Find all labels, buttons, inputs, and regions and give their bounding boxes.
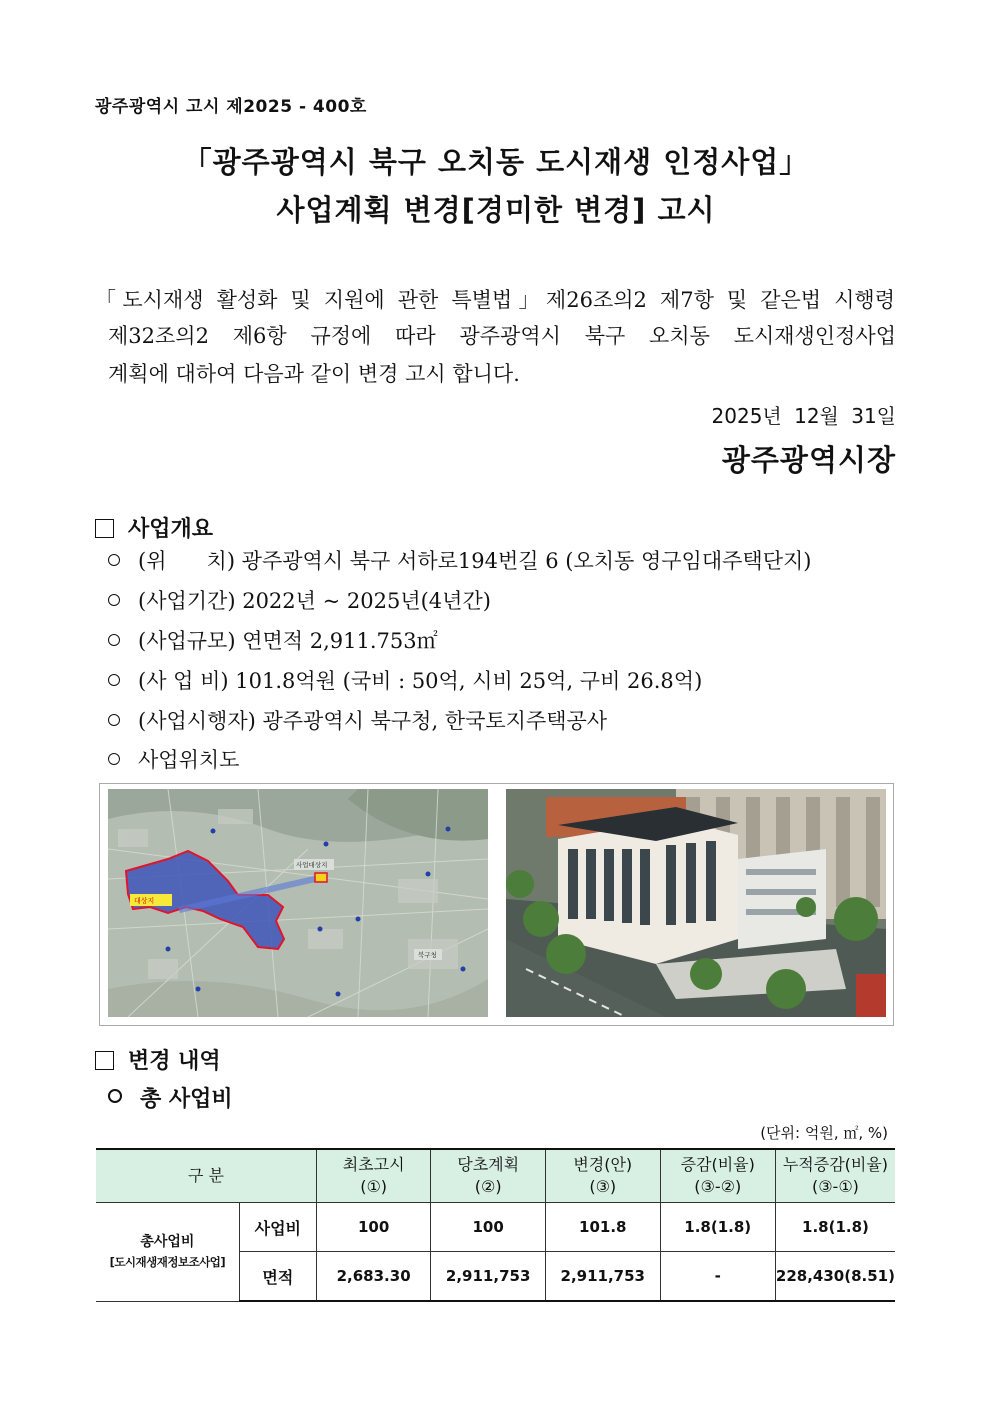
issuer-name: 광주광역시장	[721, 443, 896, 477]
circle-bullet-icon	[108, 753, 120, 765]
cell-value: -	[660, 1252, 775, 1302]
header-initial-notice: 최초고시 (①)	[316, 1149, 430, 1203]
overview-item-text: (사 업 비) 101.8억원 (국비 : 50억, 시비 25억, 구비 26.8억)	[138, 669, 703, 693]
section-heading-changes	[95, 1044, 221, 1075]
circle-bullet-icon	[108, 554, 120, 566]
cell-value: 100	[431, 1203, 546, 1252]
table-row	[96, 1203, 895, 1252]
location-map-image	[108, 789, 488, 1017]
overview-item-location	[108, 545, 811, 575]
budget-change-table	[96, 1148, 895, 1302]
header-category: 구 분	[96, 1149, 316, 1203]
circle-bullet-icon	[108, 674, 120, 686]
document-title-line1: 「광주광역시 북구 오치동 도시재생 인정사업」	[182, 145, 810, 179]
circle-bullet-icon	[108, 1089, 122, 1103]
row-label: 면적	[239, 1252, 316, 1302]
cell-value: 100	[316, 1203, 430, 1252]
cell-value: 2,911,753	[431, 1252, 546, 1302]
cell-value: 2,683.30	[316, 1252, 430, 1302]
body-paragraph-line3: 계획에 대하여 다음과 같이 변경 고시 합니다.	[108, 362, 520, 386]
subsection-total-budget	[108, 1082, 233, 1113]
overview-item-scale	[108, 625, 438, 655]
overview-item-text: (사업규모) 연면적 2,911.753㎡	[138, 629, 438, 653]
circle-bullet-icon	[108, 634, 120, 646]
cell-value: 101.8	[545, 1203, 660, 1252]
body-paragraph-line2: 제32조의2 제6항 규정에 따라 광주광역시 북구 오치동 도시재생인정사업	[108, 324, 896, 348]
row-label: 사업비	[239, 1203, 316, 1252]
circle-bullet-icon	[108, 594, 120, 606]
cell-value: 2,911,753	[545, 1252, 660, 1302]
overview-item-location-map	[108, 744, 239, 774]
cell-value: 1.8(1.8)	[660, 1203, 775, 1252]
header-cumulative-delta: 누적증감(비율) (③-①)	[775, 1149, 895, 1203]
header-change-delta: 증감(비율) (③-②)	[660, 1149, 775, 1203]
notice-date: 2025년 12월 31일	[711, 404, 896, 428]
overview-item-operator	[108, 705, 607, 735]
cell-value: 1.8(1.8)	[775, 1203, 895, 1252]
section-overview-title: 사업개요	[128, 516, 214, 542]
section-changes-title: 변경 내역	[128, 1048, 221, 1074]
overview-item-period	[108, 585, 491, 615]
notice-number: 광주광역시 고시 제2025 - 400호	[95, 97, 367, 117]
overview-item-budget	[108, 665, 702, 695]
map-district-office-label: 북구청	[418, 951, 437, 959]
checkbox-square-icon	[95, 1051, 114, 1070]
header-change-proposal: 변경(안) (③)	[545, 1149, 660, 1203]
overview-item-text: (위 치) 광주광역시 북구 서하로194번길 6 (오치동 영구임대주택단지)	[138, 549, 812, 573]
overview-item-text: (사업시행자) 광주광역시 북구청, 한국토지주택공사	[138, 709, 608, 733]
table-unit-note: (단위: 억원, ㎡, %)	[760, 1124, 888, 1142]
building-photo-image	[506, 789, 886, 1017]
overview-item-text: 사업위치도	[138, 748, 240, 772]
map-site-label: 대상지	[134, 897, 155, 905]
table-header-row	[96, 1149, 895, 1203]
document-title-line2: 사업계획 변경[경미한 변경] 고시	[276, 193, 716, 227]
map-site-callout: 사업대상지	[296, 861, 328, 869]
row-group-label: 총사업비 [도시재생재정보조사업]	[96, 1203, 239, 1302]
header-original-plan: 당초계획 (②)	[431, 1149, 546, 1203]
circle-bullet-icon	[108, 714, 120, 726]
checkbox-square-icon	[95, 519, 114, 538]
subsection-total-budget-title: 총 사업비	[140, 1086, 233, 1112]
section-heading-overview	[95, 512, 213, 543]
cell-value: 228,430(8.51)	[775, 1252, 895, 1302]
body-paragraph-line1: 「도시재생 활성화 및 지원에 관한 특별법」제26조의2 제7항 및 같은법 시행령	[95, 288, 895, 312]
overview-item-text: (사업기간) 2022년 ~ 2025년(4년간)	[138, 589, 491, 613]
